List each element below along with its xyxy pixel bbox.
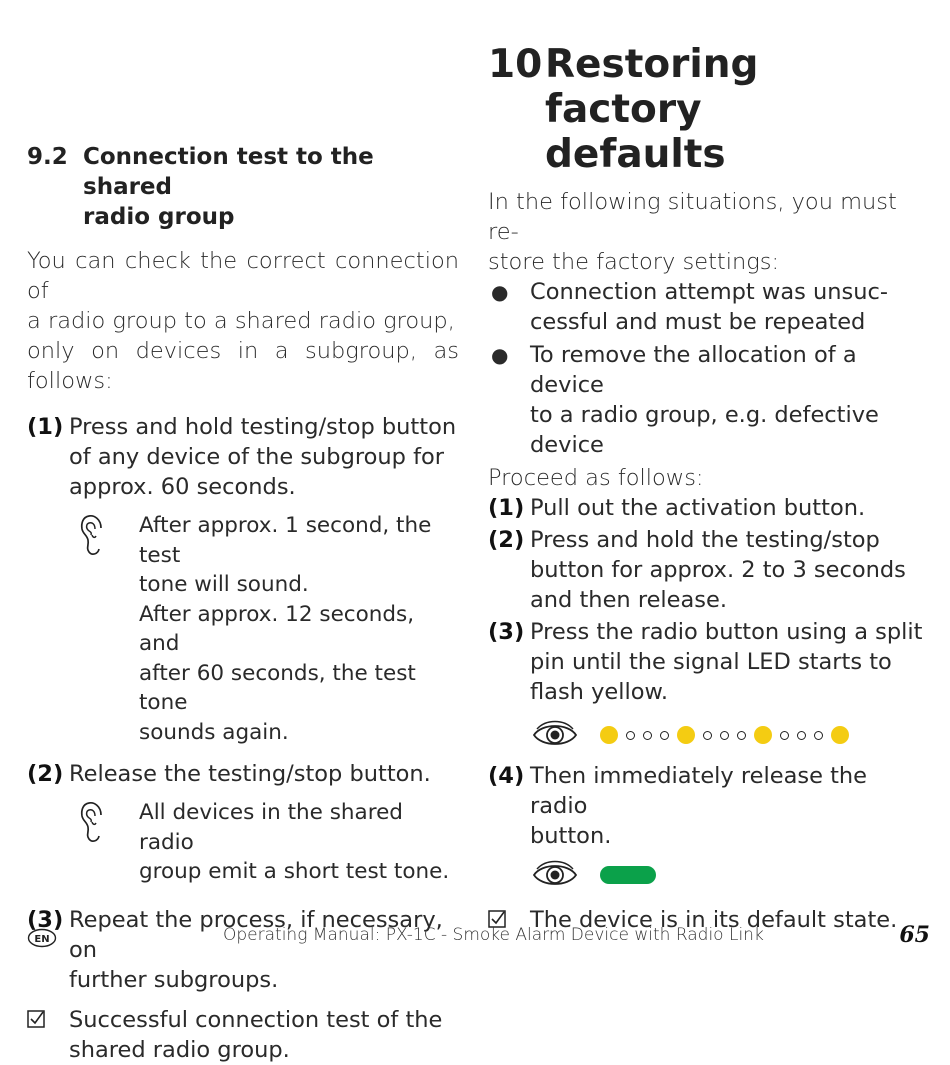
text-line: You can check the correct connection of [27,248,459,304]
eye-icon [532,857,578,893]
chapter-title-line: Restoring factory [545,42,759,132]
led-green [600,866,656,884]
text-line: Then immediately release the radio [530,763,868,819]
led-off [626,731,635,740]
step-number: (4) [488,763,525,789]
section-number: 9.2 [27,144,68,170]
text-line: Pull out the activation button. [530,495,866,521]
ear-icon [79,513,109,559]
text-line: Press the radio button using a split [530,619,923,645]
section-title-line: Connection test to the shared [83,144,374,200]
text-line: a radio group to a shared radio group, [27,308,455,334]
language-code: EN [34,934,50,945]
led-steady-indicator [488,857,928,893]
step-1 [488,493,928,523]
text-line: To remove the allocation of a device [530,342,857,398]
ear-icon [79,800,109,846]
text-line: After approx. 12 seconds, and [139,601,415,656]
chapter-title-line: defaults [545,132,726,177]
led-off [737,731,746,740]
intro-paragraph [488,187,928,277]
text-line: approx. 60 seconds. [69,474,296,500]
text-line: pin until the signal LED starts to [530,649,892,675]
step-number: (1) [488,495,525,521]
led-off [720,731,729,740]
step-number: (3) [27,906,64,933]
text-line: After approx. 1 second, the test [139,513,432,568]
step-3 [488,617,928,707]
text-line: only on devices in a subgroup, as follows: [27,338,459,394]
text-line: Connection attempt was unsuc- [530,279,888,305]
note-1 [27,511,459,747]
text-line: Repeat the process, if necessary, on [69,906,443,963]
led-off [660,731,669,740]
step-number: (2) [27,761,64,787]
text-line: button for approx. 2 to 3 seconds [530,557,906,583]
text-line: shared radio group. [69,1036,290,1063]
bullet-dot: ● [491,343,509,367]
chapter-number: 10 [488,42,543,87]
led-off [780,731,789,740]
bullet-dot: ● [491,280,509,304]
text-line: group emit a short test tone. [139,859,450,884]
text-line: after 60 seconds, the test tone [139,660,416,715]
section-heading [27,142,459,232]
text-line: Press and hold the testing/stop [530,527,880,553]
text-line: button. [530,823,612,849]
led-yellow [831,726,849,744]
intro-paragraph [27,246,459,396]
led-flash-indicator [488,717,928,753]
led-yellow [600,726,618,744]
language-badge [27,928,57,948]
led-yellow [754,726,772,744]
text-line: flash yellow. [530,679,669,705]
result-check [27,1005,459,1065]
eye-icon [532,717,578,753]
text-line: cessful and must be repeated [530,309,866,335]
checkbox-checked-icon [27,1010,45,1028]
section-title-line: radio group [83,204,235,230]
text-line: sounds again. [139,719,289,745]
text-line: tone will sound. [139,572,309,597]
text-line: further subgroups. [69,966,279,993]
text-line: In the following situations, you must re- [488,189,897,245]
proceed-text: Proceed as follows: [488,465,704,491]
step-number: (2) [488,527,525,553]
led-yellow [677,726,695,744]
led-off [797,731,806,740]
step-number: (1) [27,414,64,440]
text-line: Successful connection test of the [69,1006,443,1033]
led-sequence [600,726,849,744]
step-2 [488,525,928,615]
chapter-heading [488,42,928,177]
note-2 [27,798,459,887]
text-line: The device is in its default state. [530,907,898,933]
bullet-item [488,277,928,337]
text-line: store the factory settings: [488,249,780,275]
right-column [488,42,928,935]
bullet-item [488,340,928,460]
step-2 [27,759,459,789]
step-4 [488,761,928,851]
text-line: to a radio group, e.g. defective device [530,402,879,458]
page-number: 65 [899,922,930,948]
text-line: All devices in the shared radio [139,800,403,855]
text-line: Release the testing/stop button. [69,761,431,787]
footer-manual-title: Operating Manual: PX-1C - Smoke Alarm Device with Radio Link [223,925,764,945]
step-number: (3) [488,619,525,645]
step-1 [27,412,459,502]
led-off [814,731,823,740]
led-off [643,731,652,740]
text-line: of any device of the subgroup for [69,444,445,470]
led-off [703,731,712,740]
text-line: and then release. [530,587,728,613]
text-line: Press and hold testing/stop button [69,414,457,440]
